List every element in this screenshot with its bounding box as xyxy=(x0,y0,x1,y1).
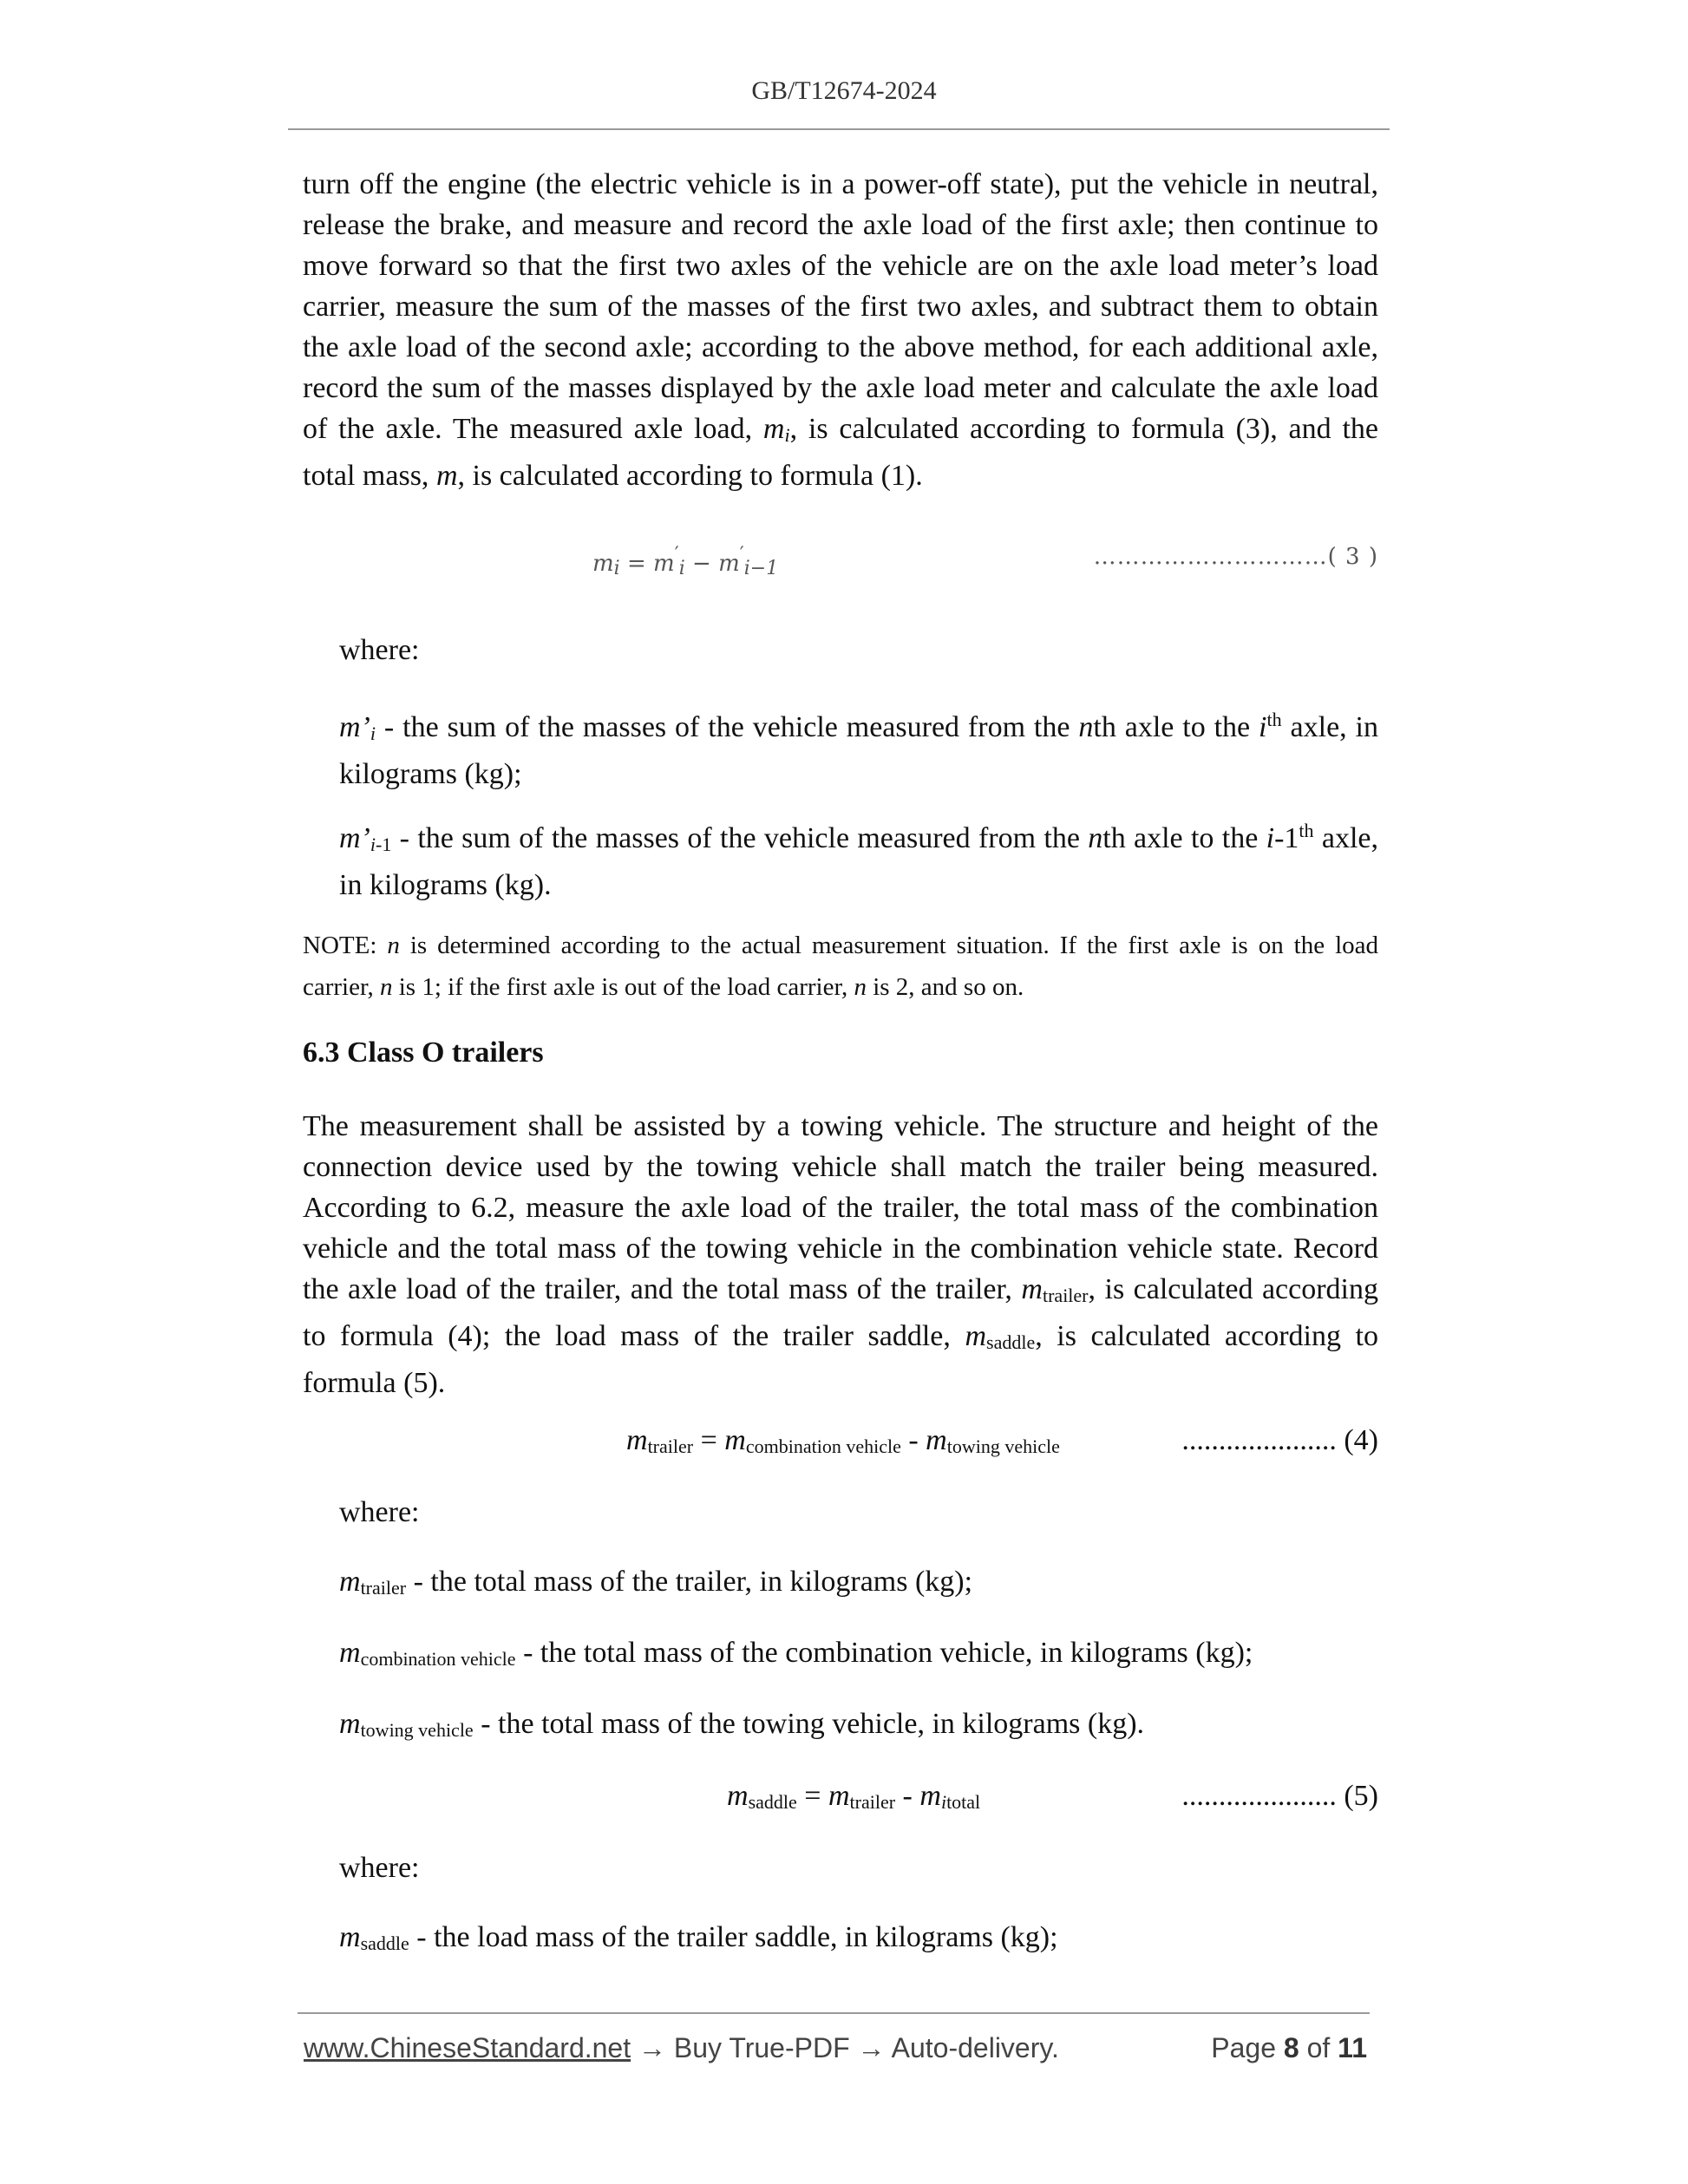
where-label: where: xyxy=(339,1496,420,1528)
paragraph-text: turn off the engine (the electric vehicle is in a power-off state), put the vehicle in neutral, release the brake, and measure and record the axle load of the first axle; then continue to move forward so that the first two axles of the vehicle are on the axle load meter’s load carrier, measure the sum of the masses of the first two axles, and subtract them to obtain the axle load of the second axle; according to the above method, for each additional axle, record the sum of the masses displayed by the axle load meter and calculate the axle load of the axle. The measured axle load, $m_i$, is calculated according to formula (3), and the total mass, m, is calculated according to formula (1). xyxy=(303,168,1379,492)
note-block xyxy=(303,925,1378,1008)
formula-4: $m_{trailer} = m_{combination vehicle} - m_{towing vehicle}$ xyxy=(626,1424,1060,1457)
footer-promo xyxy=(304,2032,1059,2064)
header-divider xyxy=(288,128,1390,130)
definition-m-towing-vehicle: $m_{towing vehicle}$ - the total mass of the towing vehicle, in kilograms (kg). xyxy=(339,1708,1145,1741)
section-heading: 6.3 Class O trailers xyxy=(303,1036,544,1069)
definition-m-saddle: $m_{saddle}$ - the load mass of the trailer saddle, in kilograms (kg); xyxy=(339,1921,1058,1954)
page-indicator: Page 8 of 11 xyxy=(1211,2032,1367,2063)
footer-promo-text: → Buy True-PDF → Auto-delivery. xyxy=(631,2032,1059,2063)
formula-3: $m_i = m'_i - m'_{i-1}$ xyxy=(592,544,779,579)
formula-5: $m_{saddle} = m_{trailer} - m_{itotal}$ xyxy=(727,1780,981,1813)
paragraph-text: The measurement shall be assisted by a towing vehicle. The structure and height of the connection device used by the towing vehicle shall match the trailer being measured. According to 6.2, measure the axle load of the trailer, the total mass of the combination vehicle and the total mass of the towing vehicle in the combination vehicle state. Record the axle load of the trailer, and the total mass of the trailer, $m_{trailer}$, is calculated according to formula (4); the load mass of the trailer saddle, $m_{saddle}$, is calculated according to formula (5). xyxy=(303,1110,1379,1399)
formula-3-number: …………………………( 3 ) xyxy=(1093,544,1378,570)
total-pages-number: 11 xyxy=(1338,2032,1367,2063)
where-label: where: xyxy=(339,1852,420,1884)
body-paragraph-trailers xyxy=(303,1106,1378,1403)
definition-m-combination-vehicle: $m_{combination vehicle}$ - the total mass of the combination vehicle, in kilograms (kg); xyxy=(339,1637,1253,1670)
where-label: where: xyxy=(339,634,420,666)
footer-divider xyxy=(298,2012,1370,2014)
definition-m-prime-i: $m’_i$ - the sum of the masses of the vehicle measured from the nth axle to the $i^{th}$ axle, in kilograms (kg); xyxy=(339,709,1379,790)
document-header-title: GB/T12674-2024 xyxy=(751,76,937,105)
definition-m-prime-i-minus-1: $m’_{i-1}$ - the sum of the masses of the vehicle measured from the nth axle to the i-1th axle, in kilograms (kg). xyxy=(339,820,1378,901)
definition-m-trailer: $m_{trailer}$ - the total mass of the trailer, in kilograms (kg); xyxy=(339,1566,973,1599)
formula-4-number: ..................... (4) xyxy=(1181,1424,1378,1456)
website-link[interactable]: www.ChineseStandard.net xyxy=(304,2032,631,2063)
note-text: NOTE: n is determined according to the actual measurement situation. If the first axle is on the load carrier, n is 1; if the first axle is out of the load carrier, n is 2, and so on. xyxy=(303,932,1379,1001)
body-paragraph-axle-load xyxy=(303,164,1378,496)
formula-5-number: ..................... (5) xyxy=(1181,1780,1378,1812)
current-page-number: 8 xyxy=(1283,2032,1299,2063)
